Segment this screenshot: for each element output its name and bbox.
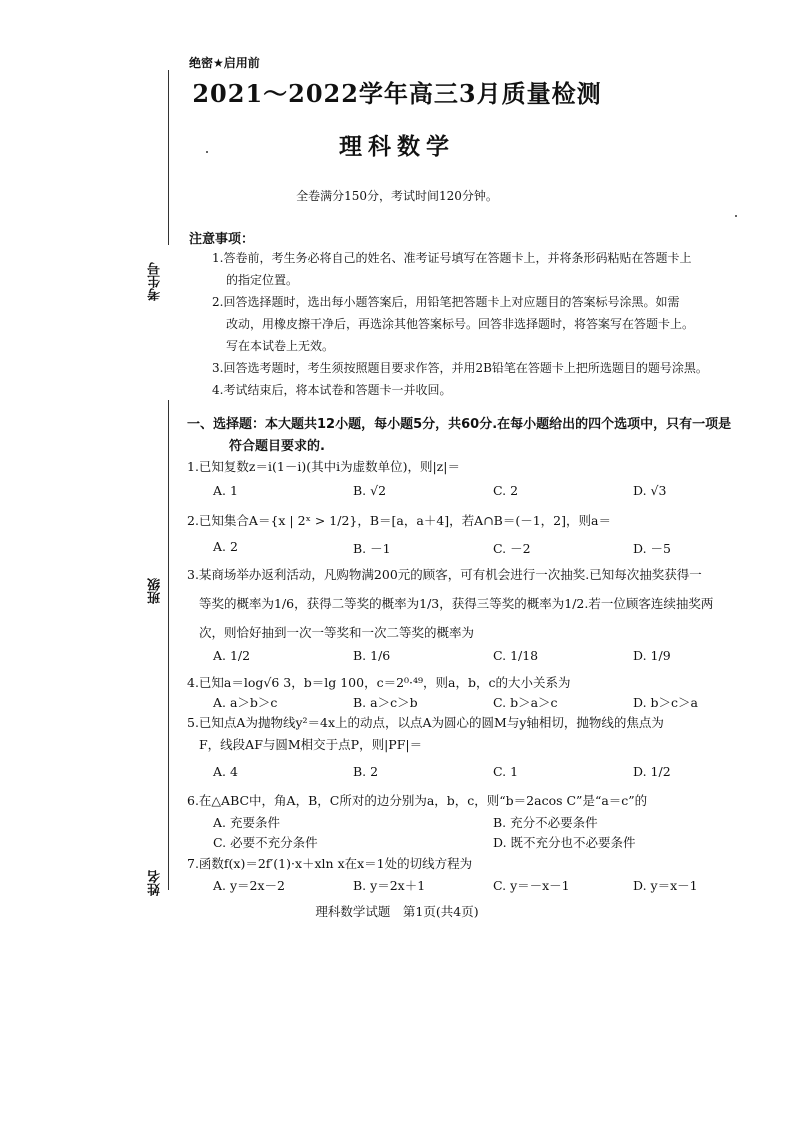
option-d: D. 既不充分也不必要条件 bbox=[493, 835, 636, 850]
exam-number-label: 考生号 bbox=[148, 262, 163, 301]
question-5 bbox=[187, 712, 757, 756]
confidential-mark: 绝密★启用前 bbox=[189, 56, 260, 70]
option-c: C. 必要不充分条件 bbox=[213, 835, 318, 850]
question-4-options bbox=[213, 693, 753, 713]
question-5-options bbox=[213, 764, 753, 784]
question-stem: 等奖的概率为1/6，获得二等奖的概率为1/3，获得三等奖的概率为1/2.若一位顾客连续抽奖两 bbox=[199, 596, 714, 611]
exam-title: 2021～2022学年高三3月质量检测 bbox=[192, 79, 602, 108]
question-stem: 4.已知a＝log√6 3，b＝lg 100，c＝2⁰·⁴⁹，则a，b，c的大小关系为 bbox=[187, 675, 571, 690]
notice-item-4 bbox=[212, 379, 757, 401]
question-stem: 6.在△ABC中，角A，B，C所对的边分别为a，b，c，则“b＝2acos C”是“a＝c”的 bbox=[187, 793, 648, 808]
question-6-options bbox=[213, 813, 753, 855]
notice-line: 4.考试结束后，将本试卷和答题卡一并收回。 bbox=[212, 383, 452, 397]
question-stem: 7.函数f(x)＝2f′(1)·x＋xln x在x＝1处的切线方程为 bbox=[187, 856, 473, 871]
question-stem: 次，则恰好抽到一次一等奖和一次二等奖的概率为 bbox=[199, 625, 475, 640]
option-b: B. √2 bbox=[353, 483, 387, 498]
name-label: 姓名 bbox=[148, 870, 163, 896]
option-d: D. 1/2 bbox=[633, 764, 671, 779]
section-heading-line: 一、选择题：本大题共12小题，每小题5分，共60分.在每小题给出的四个选项中，只有一项是 bbox=[187, 417, 732, 432]
score-time-line: 全卷满分150分，考试时间120分钟。 bbox=[296, 189, 498, 203]
option-c: C. 1 bbox=[493, 764, 519, 779]
scan-speck bbox=[735, 215, 737, 217]
notice-item-3 bbox=[212, 357, 757, 379]
notice-line: 的指定位置。 bbox=[226, 273, 299, 287]
option-d: D. －5 bbox=[633, 541, 671, 556]
option-a: A. 充要条件 bbox=[213, 815, 280, 830]
option-d: D. b＞c＞a bbox=[633, 695, 698, 710]
question-stem: 2.已知集合A＝{x | 2ˣ > 1/2}，B＝[a，a＋4]，若A∩B＝(－1，2]，则a＝ bbox=[187, 513, 611, 528]
notice-line: 写在本试卷上无效。 bbox=[226, 339, 335, 353]
notice-line: 3.回答选考题时，考生须按照题目要求作答，并用2B铅笔在答题卡上把所选题目的题号涂黑。 bbox=[212, 361, 708, 375]
question-7-options bbox=[213, 876, 753, 896]
option-b: B. －1 bbox=[353, 541, 391, 556]
notice-item-2 bbox=[212, 291, 757, 357]
option-b: B. 充分不必要条件 bbox=[493, 815, 598, 830]
notice-heading: 注意事项： bbox=[189, 232, 255, 247]
option-d: D. y＝x－1 bbox=[633, 878, 698, 893]
question-stem: F，线段AF与圆M相交于点P，则|PF|＝ bbox=[199, 737, 423, 752]
page-footer: 理科数学试题 第1页(共4页) bbox=[315, 904, 479, 919]
question-2-options bbox=[213, 539, 753, 559]
option-c: C. y＝－x－1 bbox=[493, 878, 570, 893]
question-1 bbox=[187, 456, 757, 478]
section-heading bbox=[187, 414, 757, 458]
question-3 bbox=[187, 560, 757, 647]
section-heading-line: 符合题目要求的. bbox=[229, 439, 325, 454]
option-c: C. －2 bbox=[493, 541, 531, 556]
option-a: A. 4 bbox=[213, 764, 238, 779]
option-a: A. 2 bbox=[213, 539, 238, 554]
option-b: B. 1/6 bbox=[353, 648, 391, 663]
notice-line: 2.回答选择题时，选出每小题答案后，用铅笔把答题卡上对应题目的答案标号涂黑。如需 bbox=[212, 295, 680, 309]
question-1-options bbox=[213, 483, 753, 503]
question-2 bbox=[187, 510, 757, 532]
option-b: B. 2 bbox=[353, 764, 379, 779]
subject-title: 理科数学 bbox=[339, 134, 455, 160]
option-a: A. 1 bbox=[213, 483, 238, 498]
option-c: C. 1/18 bbox=[493, 648, 539, 663]
option-b: B. a＞c＞b bbox=[353, 695, 418, 710]
class-label: 班级 bbox=[148, 578, 163, 604]
option-d: D. √3 bbox=[633, 483, 667, 498]
option-b: B. y＝2x＋1 bbox=[353, 878, 426, 893]
option-c: C. b＞a＞c bbox=[493, 695, 558, 710]
notice-line: 改动，用橡皮擦干净后，再选涂其他答案标号。回答非选择题时，将答案写在答题卡上。 bbox=[226, 317, 695, 331]
question-7 bbox=[187, 853, 757, 875]
notice-item-1 bbox=[212, 247, 757, 291]
option-c: C. 2 bbox=[493, 483, 519, 498]
question-stem: 1.已知复数z＝i(1－i)(其中i为虚数单位)，则|z|＝ bbox=[187, 459, 460, 474]
question-stem: 3.某商场举办返利活动，凡购物满200元的顾客，可有机会进行一次抽奖.已知每次抽奖获得一 bbox=[187, 567, 702, 582]
binding-line-middle bbox=[168, 400, 169, 890]
question-6 bbox=[187, 790, 757, 812]
option-a: A. y＝2x－2 bbox=[213, 878, 285, 893]
question-4 bbox=[187, 672, 757, 694]
question-stem: 5.已知点A为抛物线y²＝4x上的动点，以点A为圆心的圆M与y轴相切，抛物线的焦点为 bbox=[187, 715, 664, 730]
option-a: A. 1/2 bbox=[213, 648, 251, 663]
notice-line: 1.答卷前，考生务必将自己的姓名、准考证号填写在答题卡上，并将条形码粘贴在答题卡上 bbox=[212, 251, 692, 265]
question-3-options bbox=[213, 648, 753, 668]
option-d: D. 1/9 bbox=[633, 648, 671, 663]
option-a: A. a＞b＞c bbox=[213, 695, 278, 710]
